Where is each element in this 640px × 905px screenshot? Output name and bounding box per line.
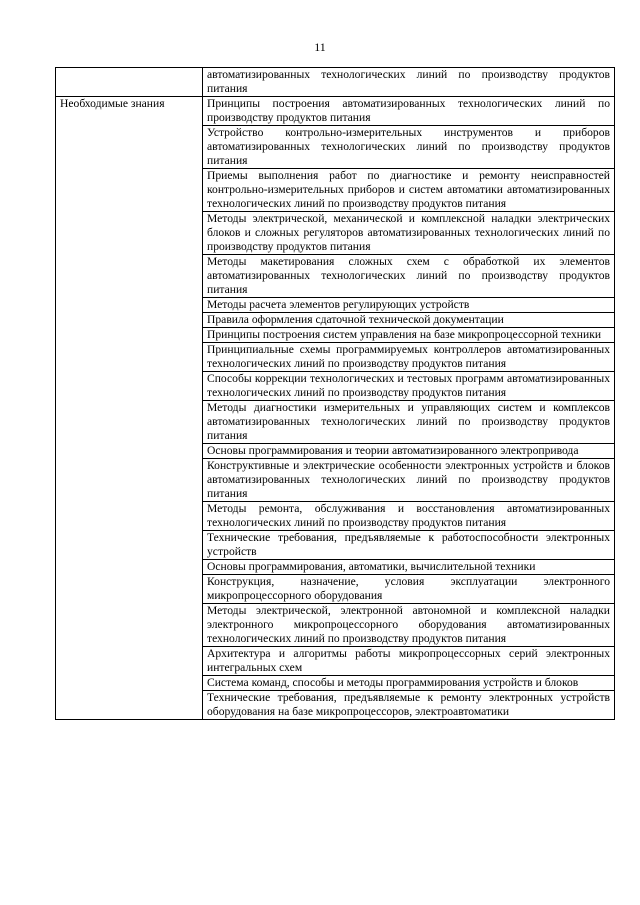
knowledge-item: Принципы построения систем управления на базе микропроцессорной техники [203, 328, 615, 343]
knowledge-item: Основы программирования и теории автоматизированного электропривода [203, 444, 615, 459]
knowledge-item: Методы диагностики измерительных и управляющих систем и комплексов автоматизированных технологических линий по производству продуктов питания [203, 401, 615, 444]
knowledge-item: Принципиальные схемы программируемых контроллеров автоматизированных технологических линий по производству продуктов питания [203, 343, 615, 372]
page-number: 11 [314, 40, 326, 54]
knowledge-item: Способы коррекции технологических и тестовых программ автоматизированных технологических линий по производству продуктов питания [203, 372, 615, 401]
row-label-cell: Необходимые знания [56, 97, 203, 720]
table-row [56, 68, 615, 97]
knowledge-item: Технические требования, предъявляемые к работоспособности электронных устройств [203, 531, 615, 560]
knowledge-item: Система команд, способы и методы программирования устройств и блоков [203, 676, 615, 691]
knowledge-item: Принципы построения автоматизированных технологических линий по производству продуктов питания [203, 97, 615, 126]
knowledge-item: Устройство контрольно-измерительных инструментов и приборов автоматизированных технологических линий по производству продуктов питания [203, 126, 615, 169]
knowledge-item: Конструкция, назначение, условия эксплуатации электронного микропроцессорного оборудования [203, 575, 615, 604]
knowledge-item: Правила оформления сдаточной технической документации [203, 313, 615, 328]
knowledge-item: Методы расчета элементов регулирующих устройств [203, 298, 615, 313]
knowledge-item: Методы электрической, механической и комплексной наладки электрических блоков и сложных регуляторов автоматизированных технологических линий по производству продуктов питания [203, 212, 615, 255]
knowledge-item: Методы ремонта, обслуживания и восстановления автоматизированных технологических линий по производству продуктов питания [203, 502, 615, 531]
knowledge-item: Основы программирования, автоматики, вычислительной техники [203, 560, 615, 575]
knowledge-item: Методы электрической, электронной автономной и комплексной наладки электронного микропроцессорного оборудования автоматизированных технологических линий по производству продуктов питания [203, 604, 615, 647]
knowledge-item: Архитектура и алгоритмы работы микропроцессорных серий электронных интегральных схем [203, 647, 615, 676]
knowledge-item: автоматизированных технологических линий по производству продуктов питания [203, 68, 615, 97]
knowledge-table [55, 67, 615, 720]
knowledge-item: Конструктивные и электрические особенности электронных устройств и блоков автоматизированных технологических линий по производству продуктов питания [203, 459, 615, 502]
knowledge-item: Технические требования, предъявляемые к ремонту электронных устройств оборудования на базе микропроцессоров, электроавтоматики [203, 691, 615, 720]
table-row [56, 97, 615, 126]
row-label-cell [56, 68, 203, 97]
knowledge-item: Методы макетирования сложных схем с обработкой их элементов автоматизированных технологических линий по производству продуктов питания [203, 255, 615, 298]
knowledge-item: Приемы выполнения работ по диагностике и ремонту неисправностей контрольно-измерительных приборов и систем автоматики автоматизированных технологических линий по производству продуктов питания [203, 169, 615, 212]
